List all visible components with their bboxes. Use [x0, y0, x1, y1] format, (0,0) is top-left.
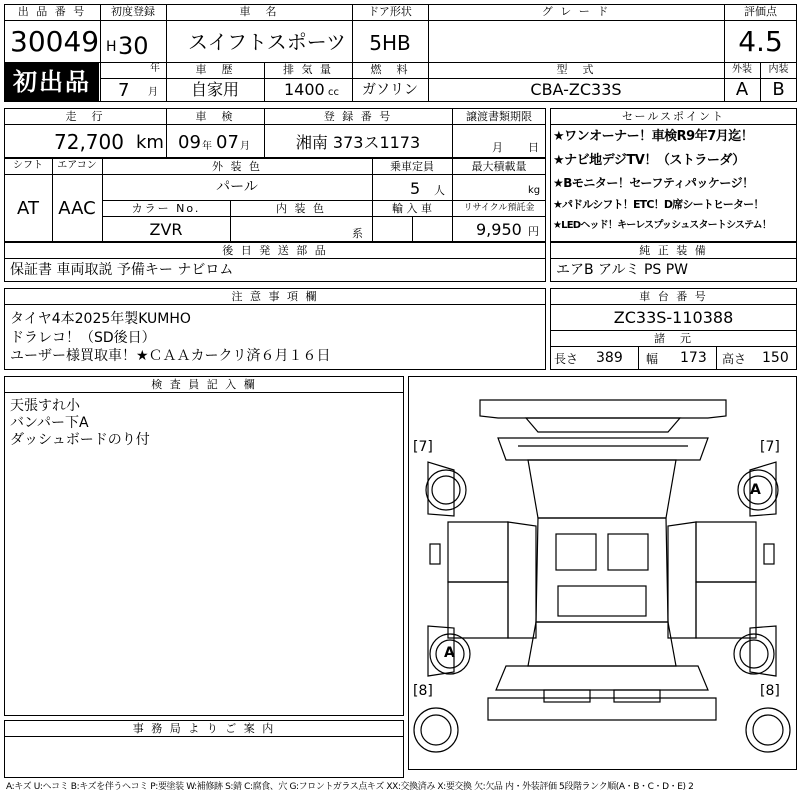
- model-label: 型 式: [556, 63, 596, 76]
- capacity-value: 5: [410, 179, 421, 198]
- rl-marker: [8]: [413, 683, 433, 699]
- chassis-number: ZC33S-110388: [613, 308, 734, 327]
- sales-line: ★Bモニター！セーフティパッケージ！: [553, 176, 754, 190]
- width-label: 幅: [646, 352, 659, 366]
- later-parts-label: 後 日 発 送 部 品: [222, 244, 328, 257]
- length-label: 長さ: [554, 352, 579, 366]
- hood-front-outline: [526, 418, 680, 432]
- capacity-unit: 人: [434, 184, 445, 197]
- transfer-month-unit: 月: [492, 141, 503, 154]
- mileage-unit: km: [136, 132, 164, 153]
- name-label: 車 名: [239, 5, 279, 18]
- car-name: スイフトスポーツ: [188, 30, 346, 54]
- inspector-line: 天張すれ小: [10, 398, 80, 414]
- model-value: CBA-ZC33S: [530, 80, 622, 99]
- rear-window-outline: [528, 622, 676, 666]
- transfer-label: 譲渡書類期限: [466, 110, 532, 123]
- int-grade: B: [772, 79, 785, 100]
- height-label: 高さ: [722, 352, 747, 366]
- reg-year: 30: [118, 32, 149, 60]
- height-value: 150: [762, 350, 789, 366]
- length-value: 389: [596, 350, 623, 366]
- later-parts-value: 保証書 車両取説 予備キー ナビロム: [10, 262, 234, 278]
- rear-bumper-outline: [488, 698, 716, 720]
- inspect-year: 09: [178, 132, 201, 153]
- disp-unit: cc: [328, 87, 339, 98]
- sales-line: ★LEDヘッド！キーレスプッシュスタートシステム！: [553, 220, 772, 231]
- inspect-month: 07: [216, 132, 239, 153]
- ext-label: 外装: [732, 64, 752, 75]
- inspector-line: バンパー下A: [10, 415, 89, 431]
- ext-grade: A: [735, 79, 749, 100]
- ac-value: AAC: [58, 198, 96, 219]
- recycle-unit: 円: [528, 225, 539, 238]
- history-label: 車 歴: [195, 63, 235, 76]
- rear-hatch-outline: [496, 666, 708, 690]
- sales-line: ★ワンオーナー！車検R9年7月迄！: [553, 129, 754, 144]
- note-line: タイヤ4本2025年製KUMHO: [10, 311, 191, 327]
- mileage-label: 走 行: [65, 110, 105, 123]
- fl-marker: [7]: [413, 439, 433, 455]
- displacement: 1400: [284, 80, 325, 99]
- capacity-label: 乗車定員: [390, 160, 434, 173]
- equipment-label: 純 正 装 備: [639, 244, 708, 257]
- hood-outline: [498, 438, 708, 460]
- front-right-wheel-mark: A: [750, 482, 761, 498]
- sales-line: ★ナビ地デジTV！（ストラーダ）: [553, 153, 745, 168]
- ac-label: エアコン: [57, 160, 97, 171]
- grade-label: グ レ ー ド: [541, 5, 611, 18]
- left-front-door: [448, 522, 508, 582]
- disp-label: 排 気 量: [283, 63, 333, 76]
- color-no-value: ZVR: [149, 220, 183, 239]
- car-diagram: [408, 376, 797, 770]
- right-front-door: [696, 522, 756, 582]
- rear-plate-left: [544, 690, 590, 702]
- width-value: 173: [680, 350, 707, 366]
- recycle-value: 9,950: [476, 220, 522, 239]
- first-reg-label: 初度登録: [111, 5, 155, 18]
- int-color-label: 内 装 色: [276, 202, 326, 215]
- legend-text: A:キズ U:ヘコミ B:キズを伴うヘコミ P:要塗装 W:補修跡 S:錆 C:腐食、穴 G:フロントガラス点キズ XX:交換済み X:要交換 欠:欠品 内・外装評価 5段階ランク順(A・B・C・D・E) 2: [6, 782, 694, 792]
- shift-label: シフト: [13, 160, 43, 171]
- left-rear-door: [448, 582, 508, 638]
- note-line: ドラレコ！（SD後日）: [10, 330, 156, 346]
- color-label: 外 装 色: [212, 160, 262, 173]
- sales-label: セールスポイント: [621, 110, 725, 123]
- inspect-label: 車 検: [195, 110, 235, 123]
- rr-marker: [8]: [760, 683, 780, 699]
- year-unit: 年: [150, 63, 160, 74]
- windshield-outline: [528, 460, 676, 518]
- rear-left-wheel-mark: A: [444, 645, 455, 661]
- chassis-label: 車 台 番 号: [639, 290, 708, 303]
- rear-plate-right: [614, 690, 660, 702]
- lot-no-label: 出 品 番 号: [17, 5, 87, 18]
- reg-label: 登 録 番 号: [323, 110, 393, 123]
- inspect-month-unit: 月: [240, 141, 250, 152]
- transfer-day-unit: 日: [528, 141, 539, 154]
- fr-marker: [7]: [760, 439, 780, 455]
- notes-label: 注 意 事 項 欄: [231, 290, 319, 303]
- shift-value: AT: [17, 198, 39, 219]
- inspector-label: 検 査 員 記 入 欄: [151, 378, 257, 391]
- inspect-year-unit: 年: [202, 141, 212, 152]
- reg-month: 7: [118, 80, 130, 101]
- right-pillar: [668, 522, 696, 638]
- int-color-unit: 系: [352, 227, 363, 240]
- score-value: 4.5: [738, 25, 783, 58]
- reg-number: 湘南 373ス1173: [295, 133, 421, 152]
- office-label: 事 務 局 よ り ご 案 内: [132, 722, 276, 735]
- mileage-value: 72,700: [54, 130, 124, 154]
- score-label: 評価点: [744, 5, 777, 18]
- right-rear-door: [696, 582, 756, 638]
- note-line: ユーザー様買取車！★ＣＡＡカークリ済６月１６日: [10, 348, 331, 364]
- load-unit: kg: [528, 185, 541, 196]
- month-unit: 月: [148, 87, 158, 98]
- sales-line: ★パドルシフト！ETC！D席シートヒーター！: [553, 198, 764, 211]
- color-no-label: カラー No.: [131, 202, 201, 215]
- fuel-value: ガソリン: [362, 82, 418, 98]
- import-label: 輸 入 車: [392, 202, 432, 215]
- recycle-label: リサイクル預託金: [463, 203, 535, 213]
- fuel-label: 燃 料: [370, 63, 410, 76]
- era: H: [106, 39, 117, 55]
- history-value: 自家用: [190, 80, 239, 99]
- front-bumper-outline: [480, 400, 726, 418]
- inspector-line: ダッシュボードのり付: [10, 432, 150, 448]
- door-type: 5HB: [369, 31, 411, 55]
- first-listing-badge: 初出品: [5, 63, 99, 101]
- color-value: パール: [216, 179, 258, 195]
- load-label: 最大積載量: [471, 160, 527, 173]
- lot-number: 30049: [10, 25, 100, 58]
- spec-label: 諸 元: [654, 332, 693, 345]
- int-label: 内装: [768, 64, 789, 75]
- door-label: ドア形状: [368, 5, 412, 18]
- equipment-value: エアB アルミ PS PW: [556, 262, 689, 278]
- left-pillar: [508, 522, 536, 638]
